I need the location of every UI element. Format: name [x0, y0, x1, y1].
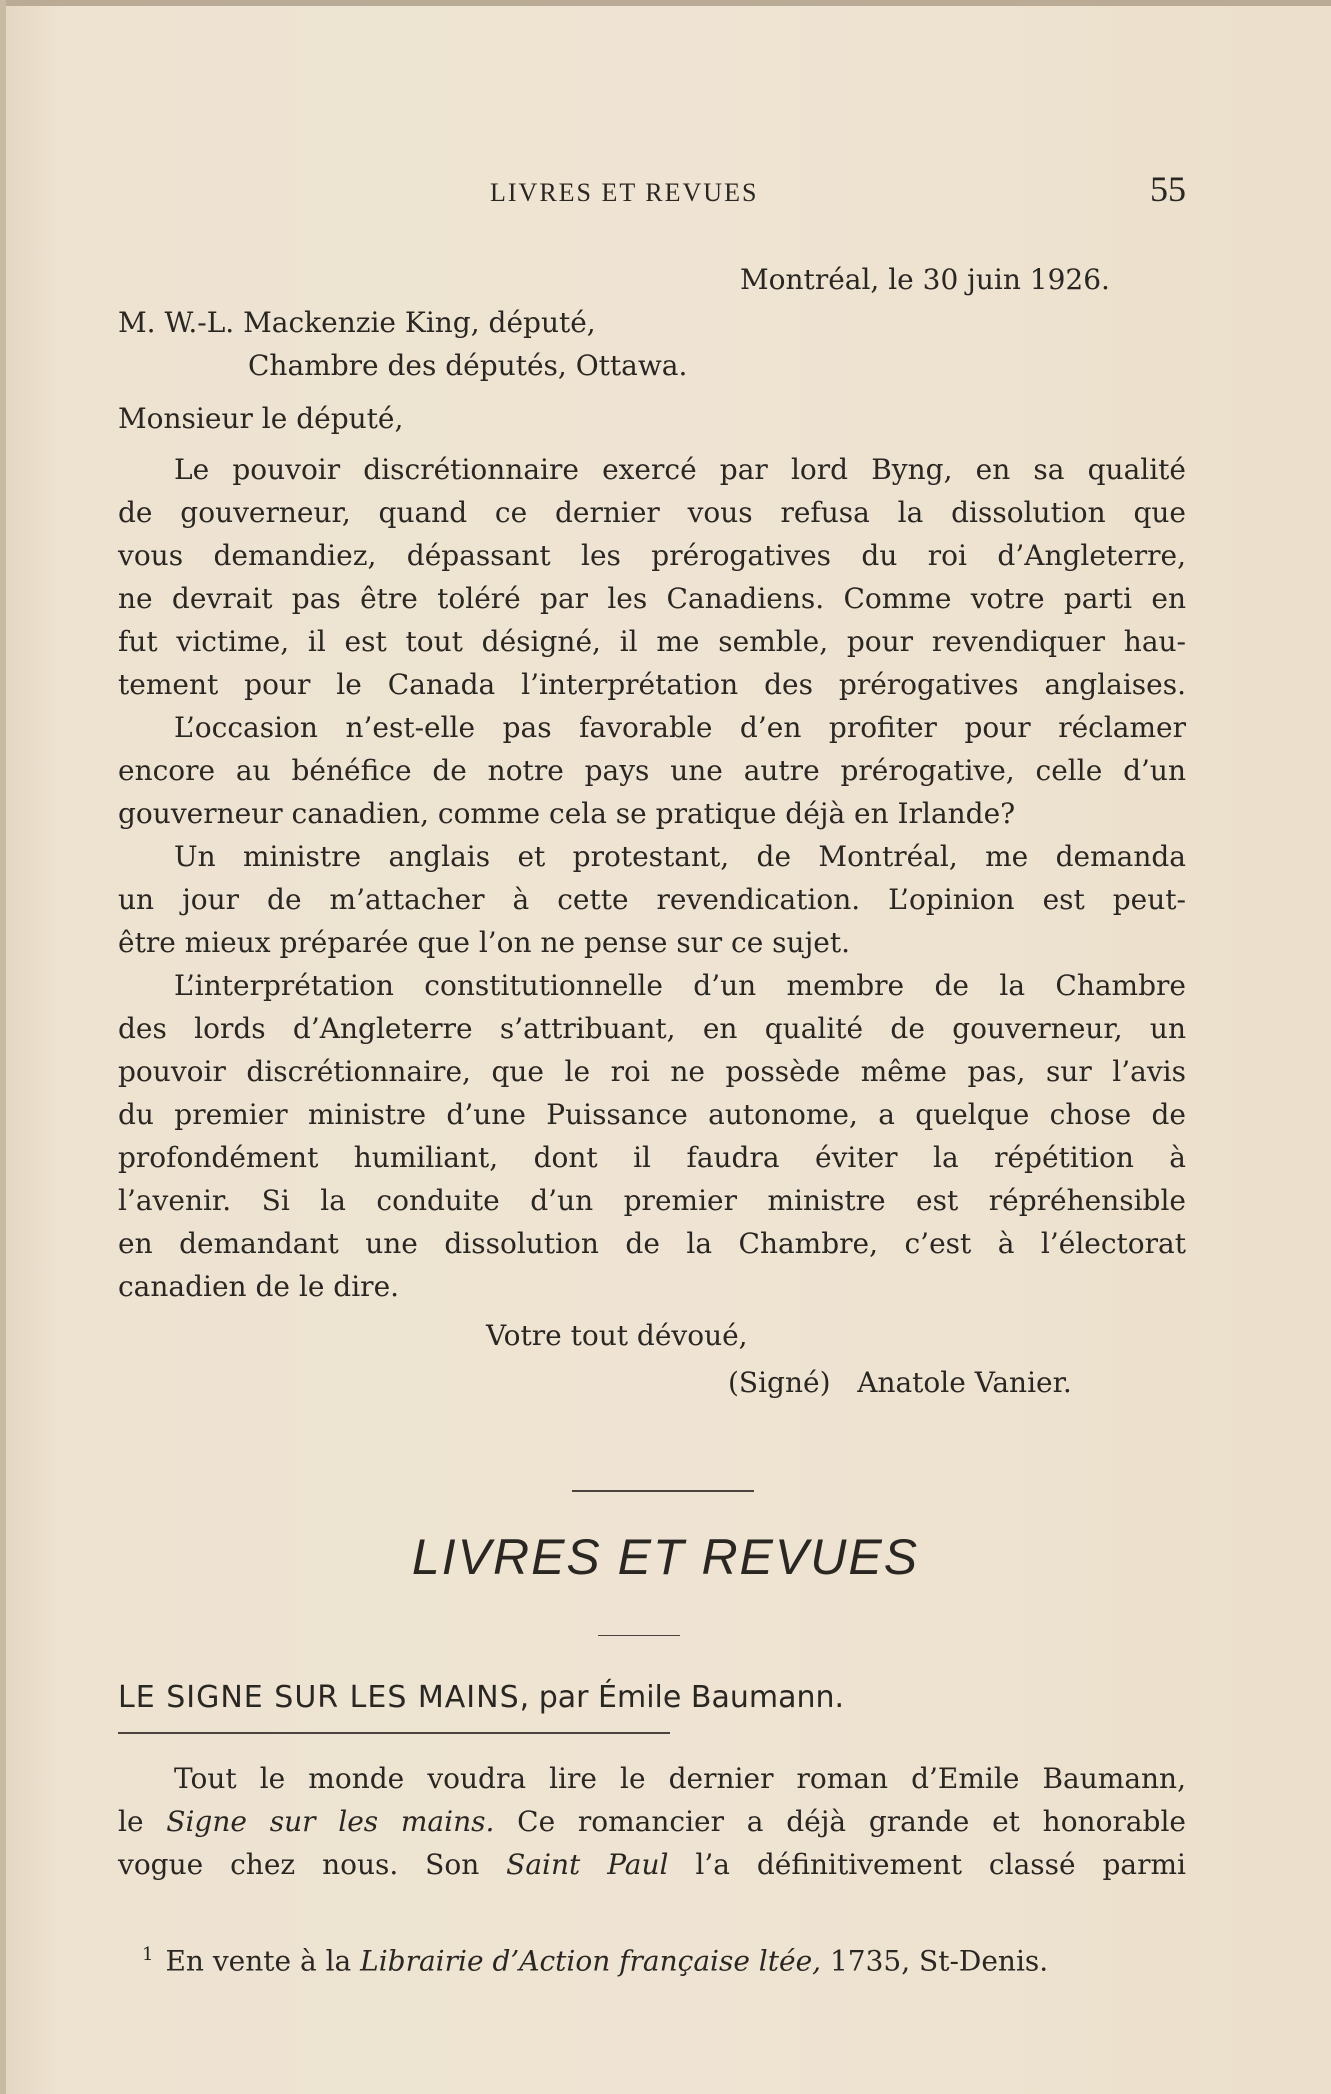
paragraph-line: de gouverneur, quand ce dernier vous refusa la dissolution que	[118, 496, 1186, 529]
review-line-1: Tout le monde voudra lire le dernier roman d’Emile Baumann,	[174, 1762, 1186, 1795]
page-number: 55	[1150, 169, 1186, 209]
paragraph-line: pouvoir discrétionnaire, que le roi ne possède même pas, sur l’avis	[118, 1055, 1186, 1088]
letter	[118, 258, 1186, 1404]
review-text: Ce romancier a déjà grande et honorable	[494, 1805, 1186, 1838]
paragraph-line: profondément humiliant, dont il faudra éviter la répétition à	[118, 1141, 1186, 1174]
paragraph-line: gouverneur canadien, comme cela se pratique déjà en Irlande?	[118, 797, 1016, 830]
section-divider	[572, 1490, 754, 1492]
letter-paragraph-1	[118, 448, 1186, 706]
paragraph-line: Le pouvoir discrétionnaire exercé par lord Byng, en sa qualité	[174, 453, 1186, 486]
paragraph-line: vous demandiez, dépassant les prérogatives du roi d’Angleterre,	[118, 539, 1186, 572]
paragraph-line: des lords d’Angleterre s’attribuant, en qualité de gouverneur, un	[118, 1012, 1186, 1045]
paragraph-line: en demandant une dissolution de la Chambre, c’est à l’électorat	[118, 1227, 1186, 1260]
footnote-text: 1735, St-Denis.	[821, 1944, 1049, 1978]
letter-recipient-line-1: M. W.-L. Mackenzie King, député,	[118, 306, 596, 339]
paragraph-line: être mieux préparée que l’on ne pense sur ce sujet.	[118, 926, 850, 959]
review-line-2	[118, 1800, 1186, 1843]
page-header	[118, 168, 1186, 218]
review-title-underline	[118, 1732, 670, 1734]
paragraph-line: un jour de m’attacher à cette revendication. L’opinion est peut-	[118, 883, 1186, 916]
paragraph-line: tement pour le Canada l’interprétation des prérogatives anglaises.	[118, 668, 1186, 701]
page-left-edge	[0, 0, 6, 2094]
letter-date: Montréal, le 30 juin 1926.	[740, 263, 1110, 296]
review-heading	[118, 1680, 844, 1715]
running-title: LIVRES ET REVUES	[490, 178, 759, 207]
section-title-underrule	[598, 1635, 680, 1636]
paragraph-line: l’avenir. Si la conduite d’un premier ministre est répréhensible	[118, 1184, 1186, 1217]
letter-closing: Votre tout dévoué,	[486, 1319, 748, 1352]
signature-name: Anatole Vanier.	[857, 1366, 1072, 1399]
footnote-italic: Librairie d’Action française ltée,	[360, 1944, 822, 1978]
footnote-text: En vente à la	[165, 1944, 361, 1978]
paragraph-line: canadien de le dire.	[118, 1270, 400, 1303]
paragraph-line: encore au bénéfice de notre pays une autre prérogative, celle d’un	[118, 754, 1186, 787]
review-italic-title: Saint Paul	[506, 1848, 669, 1881]
page-top-edge	[0, 0, 1331, 6]
review-book-title: LE SIGNE SUR LES MAINS	[118, 1680, 520, 1715]
footnote-marker: 1	[142, 1944, 154, 1965]
review-text: l’a définitivement classé parmi	[668, 1848, 1186, 1881]
section-title: LIVRES ET REVUES	[411, 1529, 920, 1585]
paragraph-line: fut victime, il est tout désigné, il me semble, pour revendiquer hau-	[118, 625, 1186, 658]
paragraph-line: L’occasion n’est-elle pas favorable d’en profiter pour réclamer	[174, 711, 1186, 744]
review-byline: , par Émile Baumann.	[519, 1680, 845, 1715]
letter-paragraph-3	[118, 835, 1186, 964]
letter-paragraph-2	[118, 706, 1186, 835]
review-text: vogue chez nous. Son	[118, 1848, 507, 1881]
review-italic-title: Signe sur les mains.	[166, 1805, 495, 1838]
paragraph-line: Un ministre anglais et protestant, de Montréal, me demanda	[174, 840, 1186, 873]
letter-salutation: Monsieur le député,	[118, 402, 404, 435]
review-body	[118, 1757, 1186, 1886]
footnote	[142, 1944, 1048, 1977]
paragraph-line: L’interprétation constitutionnelle d’un membre de la Chambre	[174, 969, 1186, 1002]
letter-paragraph-4	[118, 964, 1186, 1308]
letter-signature	[118, 1361, 1186, 1404]
review-text: le	[118, 1805, 167, 1838]
signature-prefix: (Signé)	[728, 1366, 831, 1399]
paragraph-line: du premier ministre d’une Puissance autonome, a quelque chose de	[118, 1098, 1186, 1131]
letter-recipient-line-2: Chambre des députés, Ottawa.	[248, 349, 688, 382]
paragraph-line: ne devrait pas être toléré par les Canadiens. Comme votre parti en	[118, 582, 1186, 615]
review-line-3	[118, 1843, 1186, 1886]
